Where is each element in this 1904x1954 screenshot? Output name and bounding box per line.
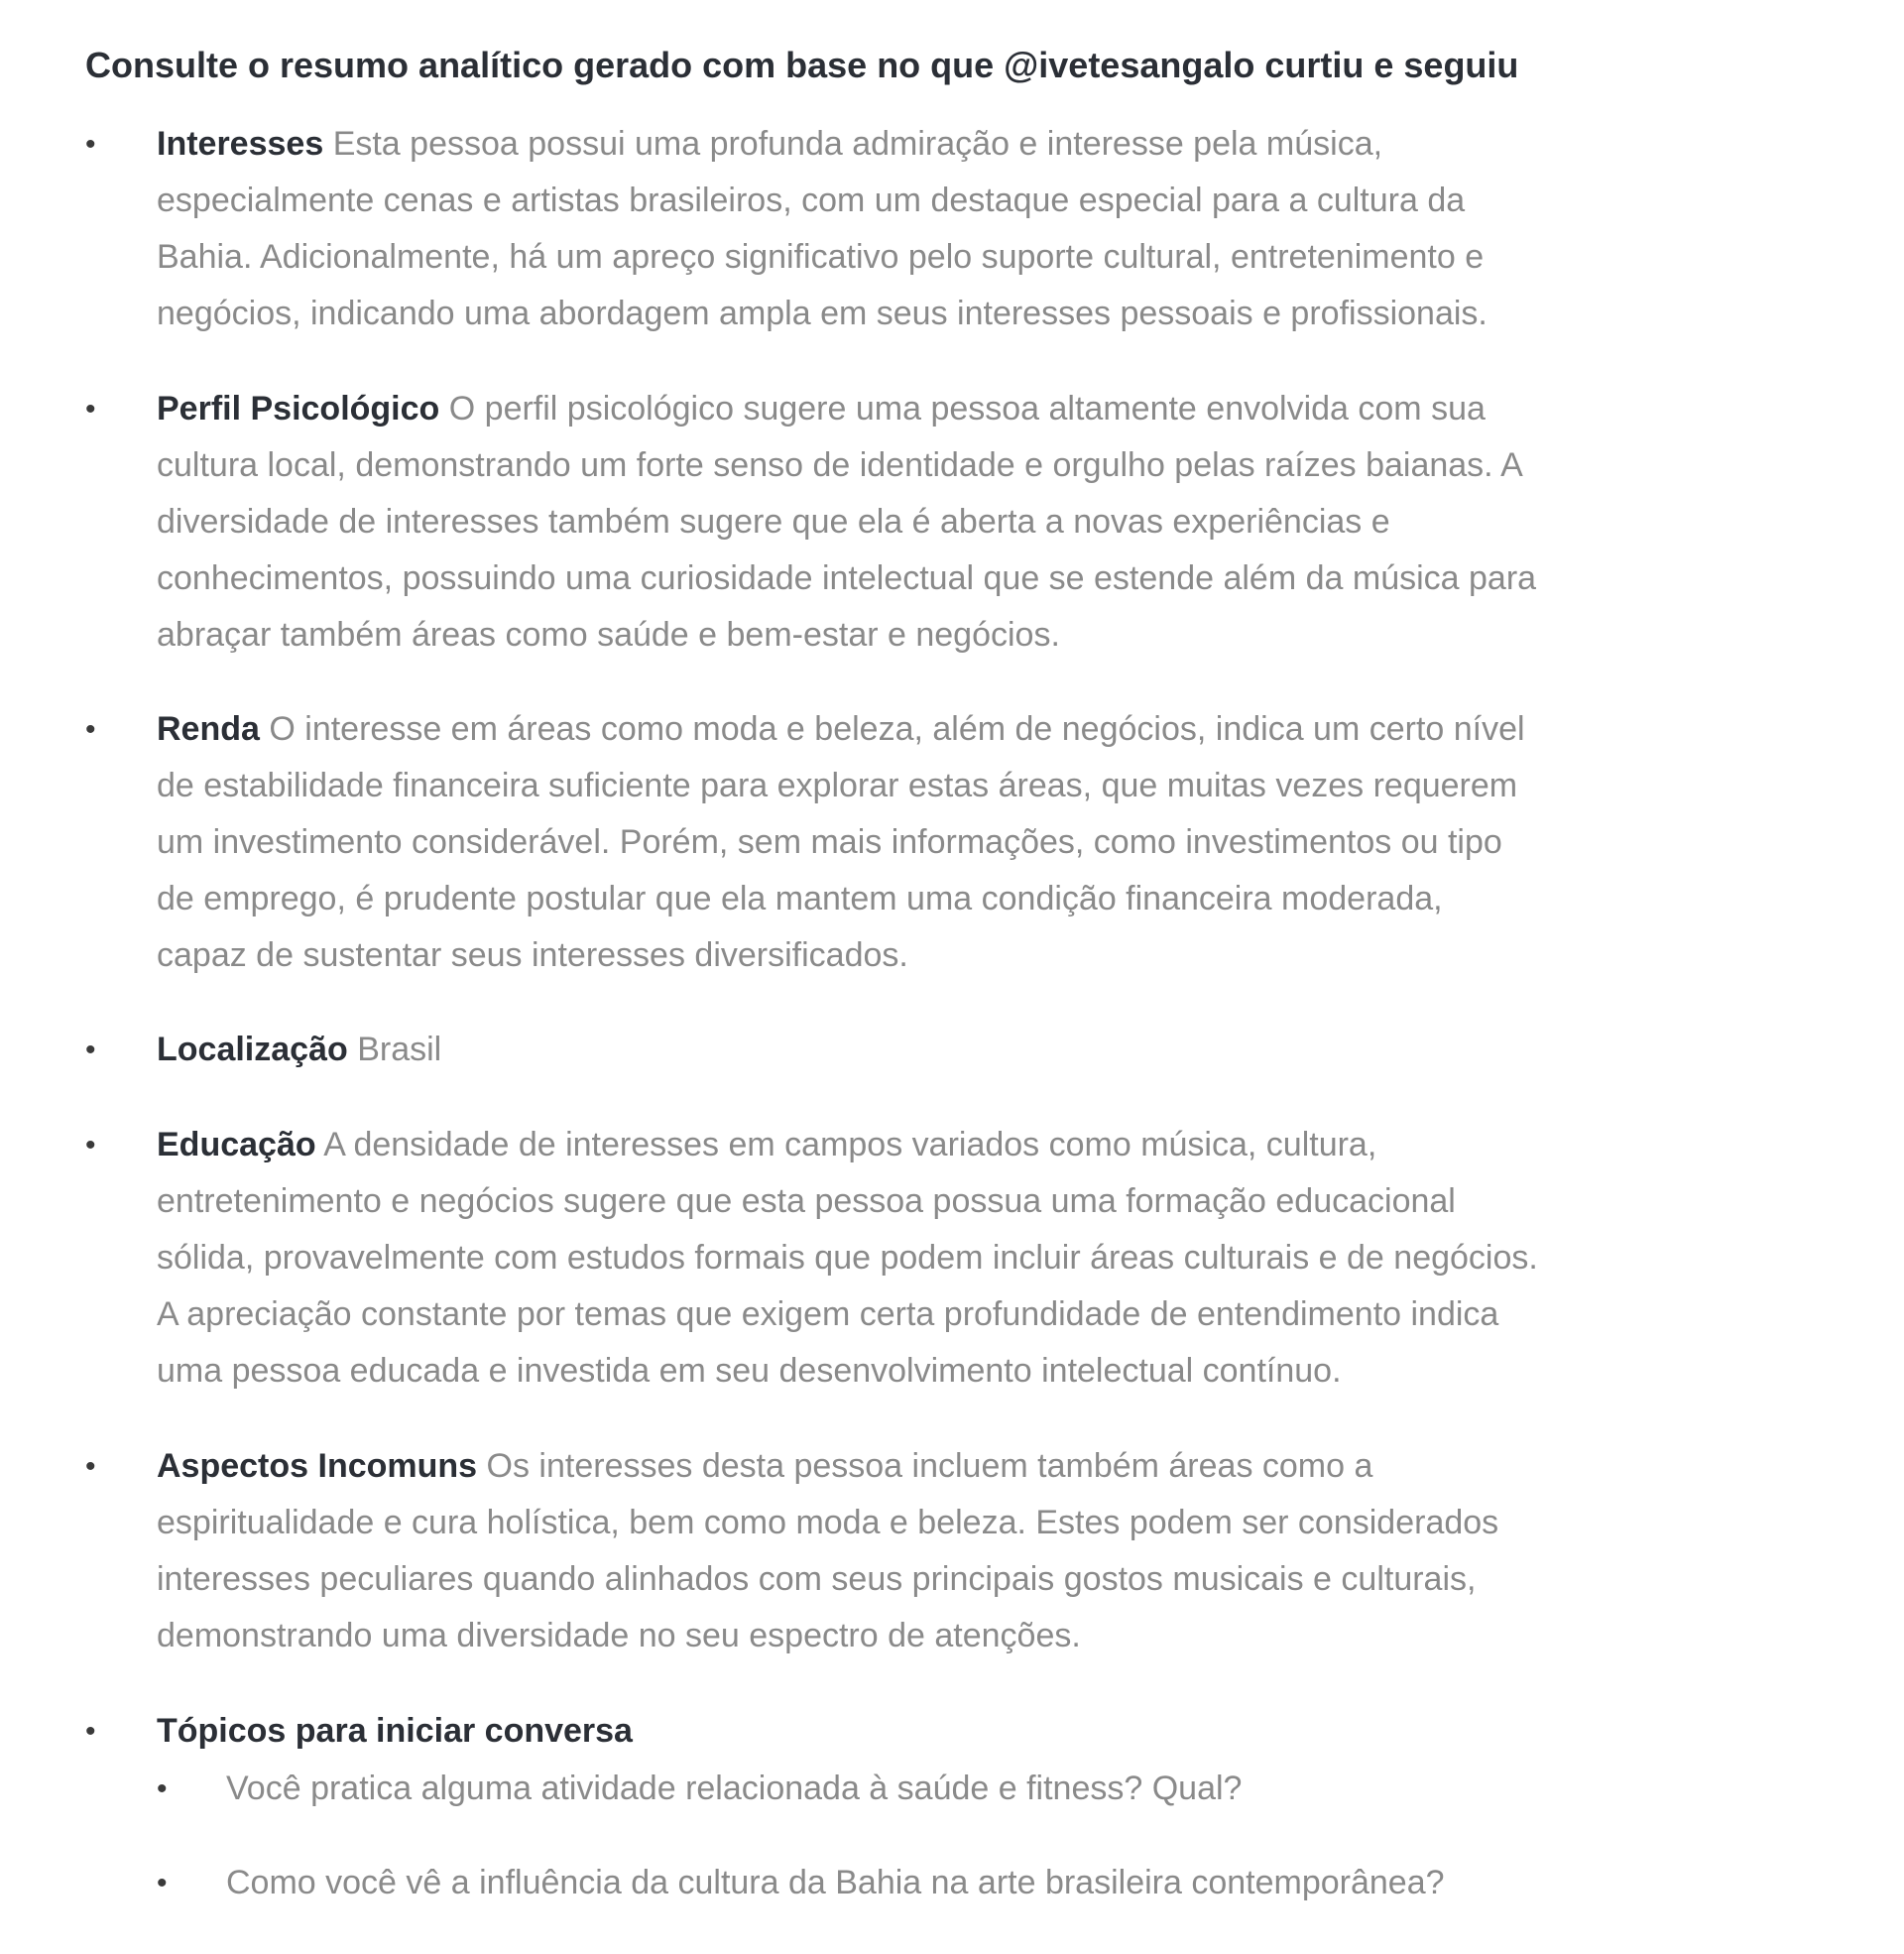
text-line: A apreciação constante por temas que exigem certa profundidade de entendimento indica	[157, 1295, 1499, 1333]
text-line: Brasil	[357, 1031, 442, 1068]
text-line: de estabilidade financeira suficiente para explorar estas áreas, que muitas vezes requerem	[157, 767, 1518, 804]
section-label: Perfil Psicológico	[157, 390, 440, 427]
bullet-icon: •	[85, 128, 96, 161]
text-line: um investimento considerável. Porém, sem mais informações, como investimentos ou tipo	[157, 823, 1502, 861]
text-line: conhecimentos, possuindo uma curiosidade intelectual que se estende além da música para	[157, 559, 1537, 597]
section-text	[157, 1022, 1743, 1078]
section-text	[157, 701, 1743, 984]
text-line: uma pessoa educada e investida em seu desenvolvimento intelectual contínuo.	[157, 1352, 1342, 1390]
text-line: negócios, indicando uma abordagem ampla em seus interesses pessoais e profissionais.	[157, 295, 1488, 332]
bullet-icon: •	[157, 1867, 168, 1899]
section-text	[157, 116, 1743, 342]
text-line: abraçar também áreas como saúde e bem-estar e negócios.	[157, 616, 1060, 654]
text-line: Bahia. Adicionalmente, há um apreço significativo pelo suporte cultural, entretenimento e	[157, 238, 1485, 276]
bullet-icon: •	[85, 1715, 96, 1748]
section-text	[157, 381, 1743, 664]
text-line: de emprego, é prudente postular que ela mantem uma condição financeira moderada,	[157, 880, 1443, 917]
bullet-icon: •	[157, 1772, 168, 1805]
section-label: Aspectos Incomuns	[157, 1447, 478, 1485]
bullet-icon: •	[85, 393, 96, 426]
section-text	[157, 1117, 1743, 1400]
text-line: demonstrando uma diversidade no seu espectro de atenções.	[157, 1617, 1081, 1654]
section-text	[157, 1438, 1743, 1664]
text-line: A densidade de interesses em campos variados como música, cultura,	[323, 1126, 1377, 1163]
section-label: Localização	[157, 1031, 348, 1068]
text-line: espiritualidade e cura holística, bem como moda e beleza. Estes podem ser considerados	[157, 1504, 1499, 1541]
section-label: Interesses	[157, 125, 324, 163]
topic-text: Como você vê a influência da cultura da Bahia na arte brasileira contemporânea?	[226, 1864, 1445, 1901]
bullet-icon: •	[85, 1450, 96, 1483]
text-line: cultura local, demonstrando um forte senso de identidade e orgulho pelas raízes baianas. A	[157, 446, 1523, 484]
text-line: sólida, provavelmente com estudos formais que podem incluir áreas culturais e de negócios.	[157, 1239, 1538, 1277]
section-label: Renda	[157, 710, 260, 748]
page-title: Consulte o resumo analítico gerado com base no que @ivetesangalo curtiu e seguiu	[85, 45, 1519, 85]
bullet-icon: •	[85, 1034, 96, 1066]
bullet-icon: •	[85, 713, 96, 746]
section-label: Tópicos para iniciar conversa	[157, 1712, 633, 1750]
text-line: interesses peculiares quando alinhados com seus principais gostos musicais e culturais,	[157, 1560, 1477, 1598]
topic-text: Você pratica alguma atividade relacionada à saúde e fitness? Qual?	[226, 1770, 1243, 1807]
text-line: entretenimento e negócios sugere que esta pessoa possua uma formação educacional	[157, 1182, 1456, 1220]
bullet-icon: •	[85, 1129, 96, 1161]
text-line: diversidade de interesses também sugere que ela é aberta a novas experiências e	[157, 503, 1390, 541]
text-line: capaz de sustentar seus interesses diversificados.	[157, 936, 908, 974]
text-line: Os interesses desta pessoa incluem também áreas como a	[486, 1447, 1373, 1485]
text-line: Esta pessoa possui uma profunda admiração e interesse pela música,	[332, 125, 1383, 163]
text-line: O perfil psicológico sugere uma pessoa altamente envolvida com sua	[448, 390, 1486, 427]
text-line: especialmente cenas e artistas brasileiros, com um destaque especial para a cultura da	[157, 182, 1466, 219]
text-line: O interesse em áreas como moda e beleza, além de negócios, indica um certo nível	[269, 710, 1525, 748]
section-label: Educação	[157, 1126, 316, 1163]
section-text	[157, 1703, 1743, 1760]
